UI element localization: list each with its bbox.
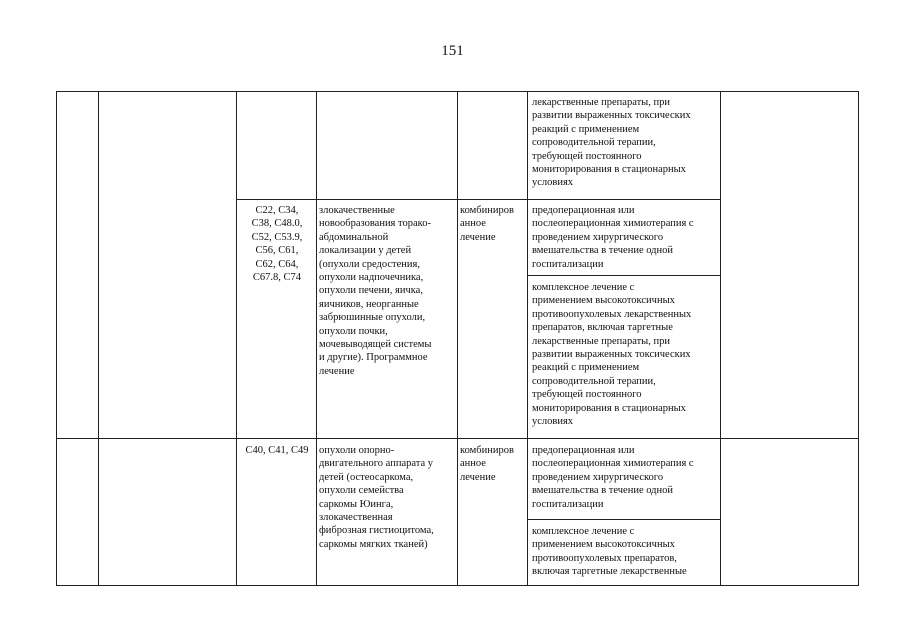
treatment-type-cell: комбиниров анное лечение bbox=[460, 205, 514, 243]
column-divider bbox=[457, 91, 458, 586]
row-divider bbox=[236, 199, 721, 200]
table-border-left bbox=[56, 91, 57, 586]
row-divider bbox=[56, 438, 859, 439]
column-divider bbox=[720, 91, 721, 586]
table-border-bottom bbox=[56, 585, 859, 586]
treatment-type-cell: комбиниров анное лечение bbox=[460, 445, 514, 483]
treatment-method-cell: комплексное лечение с применением высокотоксичных противоопухолевых лекарственных препаратов, включая таргетные лекарственные препараты, при развитии выраженных токсических реакций с применением сопроводительной терапии, требующей постоянного мониторирования в стационарных условиях bbox=[532, 282, 692, 428]
column-divider bbox=[527, 91, 528, 586]
medical-care-table bbox=[56, 91, 859, 586]
diagnosis-description-cell: злокачественные новообразования торако- абдоминальной локализации у детей (опухоли средостения, опухоли надпочечника, опухоли печени, яичка, яичников, неорганные забрюшинные опухоли, опухоли почки, мочевыводящей системы и другие). Программное лечение bbox=[319, 205, 432, 377]
diagnosis-codes-cell: C40, C41, C49 bbox=[245, 445, 309, 456]
cell-divider bbox=[527, 275, 721, 276]
treatment-method-cell: комплексное лечение с применением высокотоксичных противоопухолевых препаратов, включая таргетные лекарственные bbox=[532, 526, 687, 578]
cell-divider bbox=[527, 519, 721, 520]
diagnosis-codes-cell: C22, C34, C38, C48.0, C52, C53.9, C56, C61, C62, C64, C67.8, C74 bbox=[251, 205, 303, 284]
treatment-method-cell: предоперационная или послеоперационная химиотерапия с проведением хирургического вмешательства в течение одной госпитализации bbox=[532, 205, 694, 270]
table-border-top bbox=[56, 91, 859, 92]
column-divider bbox=[236, 91, 237, 586]
treatment-method-cell: лекарственные препараты, при развитии выраженных токсических реакций с применением сопроводительной терапии, требующей постоянного мониторирования в стационарных условиях bbox=[532, 97, 691, 189]
diagnosis-description-cell: опухоли опорно- двигательного аппарата у детей (остеосаркома, опухоли семейства саркомы Юинга, злокачественная фиброзная гистиоцитома, саркомы мягких тканей) bbox=[319, 445, 434, 550]
column-divider bbox=[316, 91, 317, 586]
table-border-right bbox=[858, 91, 859, 586]
treatment-method-cell: предоперационная или послеоперационная химиотерапия с проведением хирургического вмешательства в течение одной госпитализации bbox=[532, 445, 694, 510]
page-number: 151 bbox=[441, 43, 464, 59]
column-divider bbox=[98, 91, 99, 586]
